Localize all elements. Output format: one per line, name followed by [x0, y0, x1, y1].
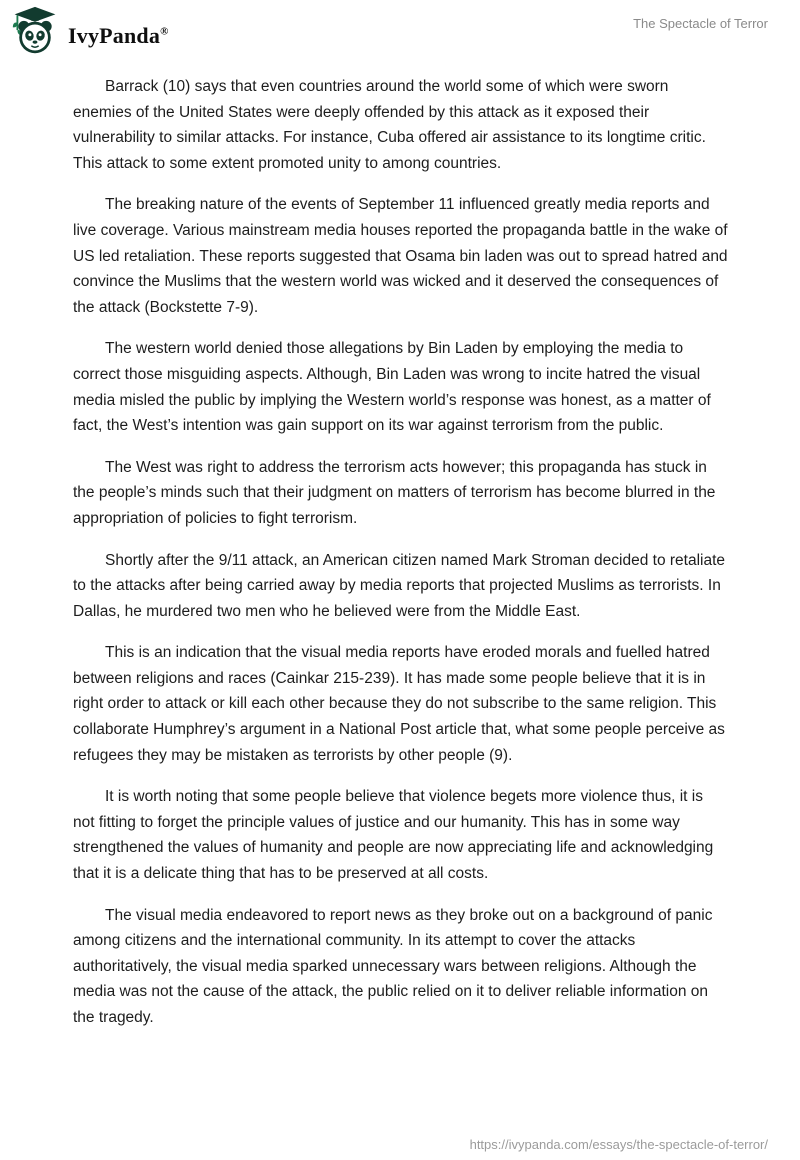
registered-mark: ® [160, 25, 169, 38]
source-url-link[interactable]: https://ivypanda.com/essays/the-spectacle-of-terror/ [469, 1137, 768, 1152]
paragraph: Barrack (10) says that even countries around the world some of which were sworn enemies of the United States were deeply offended by this attack as it exposed their vulnerability to similar attacks. For instance, Cuba offered air assistance to its longtime critic. This attack to some extent promoted unity to among countries. [73, 78, 706, 172]
document-body [0, 58, 800, 1031]
page-title: The Spectacle of Terror [633, 16, 768, 31]
brand-name: IvyPanda® [68, 23, 169, 48]
paragraph: The visual media endeavored to report news as they broke out on a background of panic among citizens and the international community. In its attempt to cover the attacks authoritatively, the visual media sparked unnecessary wars between religions. Although the media was not the cause of the attack, the public relied on it to deliver reliable information on the tragedy. [73, 906, 713, 1026]
paragraph: Shortly after the 9/11 attack, an American citizen named Mark Stroman decided to retaliate to the attacks after being carried away by media reports that projected Muslims as terrorists. In Dallas, he murdered two men who he believed were from the Middle East. [73, 551, 726, 620]
paragraph: The western world denied those allegations by Bin Laden by employing the media to correct those misguiding aspects. Although, Bin Laden was wrong to incite hatred the visual media misled the public by implying the Western world’s response was honest, as a matter of fact, the West’s intention was gain support on its war against terrorism from the public. [73, 340, 711, 435]
paragraph: The breaking nature of the events of September 11 influenced greatly media reports and live coverage. Various mainstream media houses reported the propaganda battle in the wake of US led retaliation. These reports suggested that Osama bin laden was out to spread hatred and convince the Muslims that the western world was wicked and it deserved the consequences of the attack (Bockstette 7-9). [73, 196, 728, 316]
brand-logo[interactable] [12, 6, 169, 56]
paragraph: This is an indication that the visual media reports have eroded morals and fuelled hatred between religions and races (Cainkar 215-239). It has made some people believe that it is in right order to attack or kill each other because they do not subscribe to the same religion. This collaborate Humphrey’s argument in a National Post article that, what some people perceive as refugees they may be mistaken as terrorists by other people (9). [73, 644, 725, 764]
footer [470, 1137, 768, 1152]
paragraph: It is worth noting that some people believe that violence begets more violence thus, it is not fitting to forget the principle values of justice and our humanity. This has in some way strengthened the values of humanity and people are now appreciating life and acknowledging that it is a delicate thing that has to be preserved at all costs. [73, 788, 714, 883]
paragraph: The West was right to address the terrorism acts however; this propaganda has stuck in the people’s minds such that their judgment on matters of terrorism has become blurred in the appropriation of policies to fight terrorism. [73, 458, 716, 527]
ivypanda-panda-icon [12, 6, 58, 56]
page-header [0, 0, 800, 58]
